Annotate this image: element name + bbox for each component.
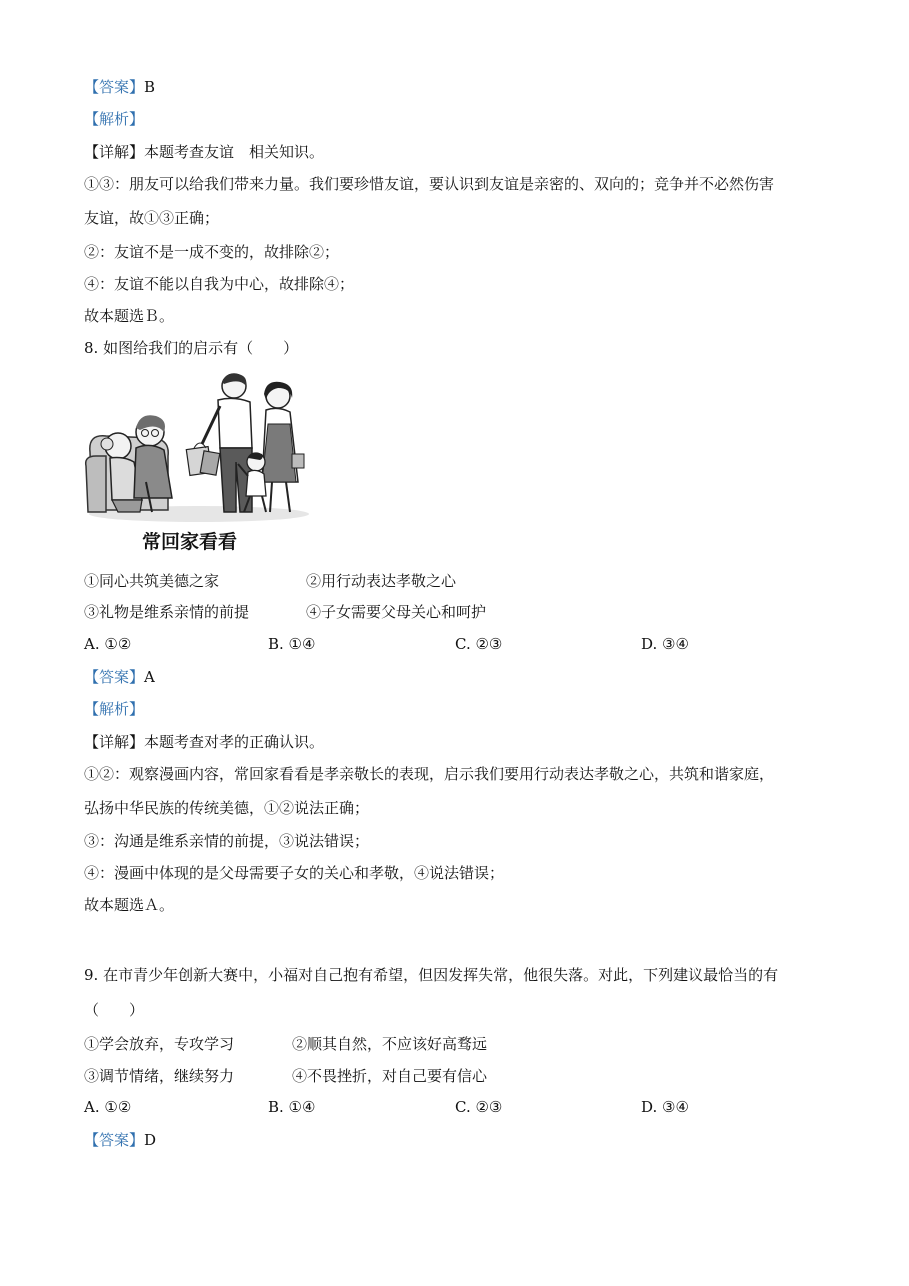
q8-detail-line [84, 731, 324, 753]
q8-statement-2: ②用行动表达孝敬之心 [306, 572, 457, 590]
q9-statement-2: ②顺其自然，不应该好高骛远 [292, 1035, 488, 1053]
answer-tag: 【答案】 [84, 668, 145, 686]
q8-stem: 8. 如图给我们的启示有（ ） [84, 339, 299, 357]
answer-value: B [144, 78, 156, 96]
q9-choice-a: A. ①② [84, 1098, 132, 1116]
answer-tag: 【答案】 [84, 1131, 145, 1149]
q8-statement-4: ④子女需要父母关心和呵护 [306, 603, 487, 621]
cartoon-caption: 常回家看看 [142, 531, 238, 553]
q8-explanation-1a: ①②：观察漫画内容，常回家看看是孝亲敬长的表现，启示我们要用行动表达孝敬之心，共筑和谐家庭， [84, 765, 775, 783]
q9-statement-3: ③调节情绪，继续努力 [84, 1067, 235, 1085]
q7-detail-line [84, 141, 324, 163]
q7-explanation-2: ②：友谊不是一成不变的，故排除②； [84, 243, 340, 261]
detail-text: 本题考查对孝的正确认识。 [144, 733, 325, 751]
q8-choice-a: A. ①② [84, 635, 132, 653]
q8-choice-c: C. ②③ [455, 635, 503, 653]
analysis-tag: 【解析】 [84, 110, 145, 128]
mother-figure [262, 382, 304, 512]
answer-value: D [144, 1131, 157, 1149]
q8-statement-1: ①同心共筑美德之家 [84, 572, 220, 590]
q7-answer-line [84, 76, 155, 98]
q8-choice-b: B. ①④ [268, 635, 316, 653]
q9-answer-line [84, 1129, 156, 1151]
q8-conclusion: 故本题选Ａ。 [84, 896, 175, 914]
q7-explanation-3: ④：友谊不能以自我为中心，故排除④； [84, 275, 355, 293]
father-figure [202, 374, 252, 512]
q9-statement-1: ①学会放弃，专攻学习 [84, 1035, 235, 1053]
gift-bags [186, 443, 219, 475]
q9-choice-d: D. ③④ [641, 1098, 689, 1116]
q9-choice-b: B. ①④ [268, 1098, 316, 1116]
q9-stem-a: 9. 在市青少年创新大赛中，小福对自己抱有希望，但因发挥失常，他很失落。对此，下列建议最恰当的有 [84, 966, 779, 984]
q8-answer-line [84, 666, 155, 688]
q8-choice-d: D. ③④ [641, 635, 689, 653]
grandmother-figure [134, 415, 172, 512]
q7-conclusion: 故本题选Ｂ。 [84, 307, 175, 325]
analysis-tag: 【解析】 [84, 700, 145, 718]
q9-stem-b: （ ） [84, 1001, 145, 1019]
answer-tag: 【答案】 [84, 78, 145, 96]
q9-choice-c: C. ②③ [455, 1098, 503, 1116]
detail-tag: 【详解】 [84, 733, 145, 751]
q8-statement-3: ③礼物是维系亲情的前提 [84, 603, 250, 621]
q9-statement-4: ④不畏挫折，对自己要有信心 [292, 1067, 488, 1085]
q8-explanation-3: ④：漫画中体现的是父母需要子女的关心和孝敬，④说法错误； [84, 864, 505, 882]
q7-explanation-1b: 友谊，故①③正确； [84, 209, 220, 227]
answer-value: A [144, 668, 155, 686]
q8-explanation-2: ③：沟通是维系亲情的前提，③说法错误； [84, 832, 370, 850]
q7-explanation-1a: ①③：朋友可以给我们带来力量。我们要珍惜友谊，要认识到友谊是亲密的、双向的；竞争并不必然伤害 [84, 175, 775, 193]
q8-explanation-1b: 弘扬中华民族的传统美德，①②说法正确； [84, 799, 370, 817]
detail-tag: 【详解】 [84, 143, 145, 161]
cartoon-illustration [84, 372, 314, 557]
detail-text: 本题考查友谊 相关知识。 [144, 143, 325, 161]
